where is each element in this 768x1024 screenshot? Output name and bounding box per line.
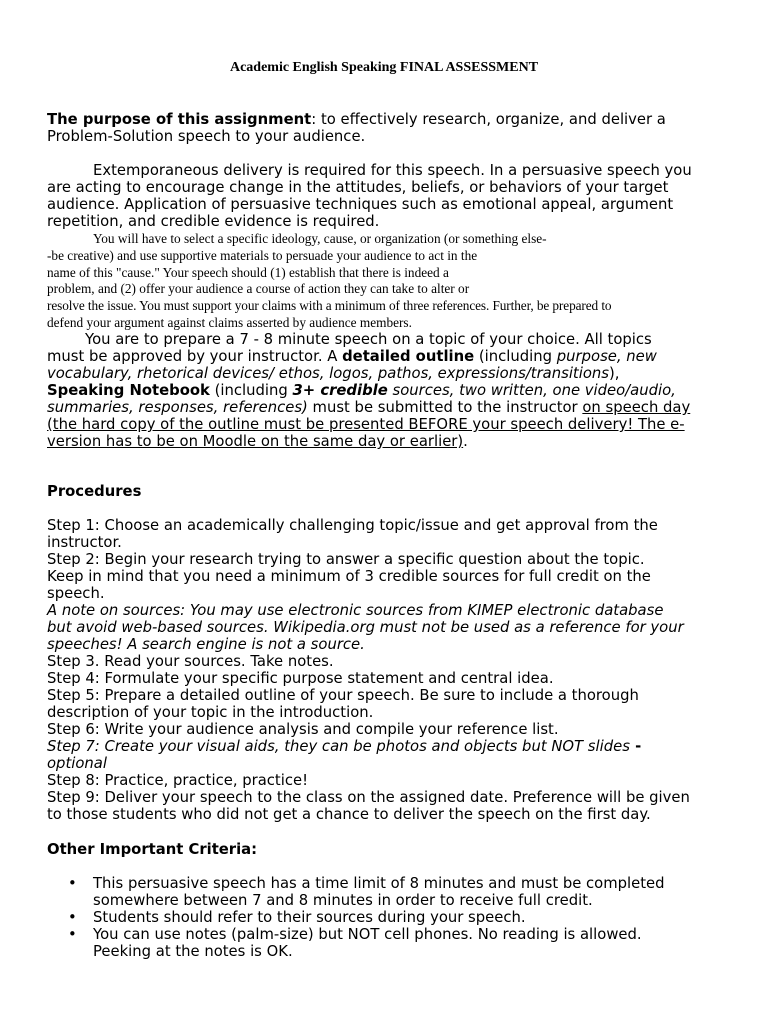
paragraph-line: You will have to select a specific ideology, cause, or organization (or something else-: [93, 231, 547, 246]
list-item-line: Students should refer to their sources during your speech.: [93, 909, 526, 926]
paragraph-line: repetition, and credible evidence is required.: [47, 213, 380, 230]
note-line: A note on sources: You may use electronic sources from KIMEP electronic database: [47, 602, 664, 619]
paragraph-line: problem, and (2) offer your audience a course of action they can take to alter or: [47, 281, 470, 297]
text-run: purpose, new: [556, 348, 657, 365]
text-run: ),: [608, 365, 620, 382]
criteria-heading: Other Important Criteria:: [47, 841, 258, 858]
ideology-paragraph: [47, 231, 737, 332]
paragraph-line: You are to prepare a 7 - 8 minute speech on a topic of your choice. All topics: [85, 331, 652, 348]
step-line: Step 1: Choose an academically challenging topic/issue and get approval from the: [47, 517, 658, 534]
bullet-icon: •: [68, 926, 77, 943]
note-line: but avoid web-based sources. Wikipedia.org must not be used as a reference for your: [47, 619, 684, 636]
list-item: [47, 926, 737, 960]
criteria-list: [47, 875, 737, 960]
text-run: .: [463, 433, 468, 450]
text-run: -: [629, 738, 642, 755]
step-line: description of your topic in the introduction.: [47, 704, 374, 721]
note-line: speeches! A search engine is not a source.: [47, 636, 365, 653]
step-line: Step 6: Write your audience analysis and compile your reference list.: [47, 721, 559, 738]
bullet-icon: •: [68, 909, 77, 926]
paragraph-line: audience. Application of persuasive techniques such as emotional appeal, argument: [47, 196, 674, 213]
step-line: to those students who did not get a chance to deliver the speech on the first day.: [47, 806, 651, 823]
step-line: instructor.: [47, 534, 122, 551]
text-run: summaries, responses, references): [47, 399, 308, 416]
procedures-steps: [47, 517, 727, 823]
paragraph-line: (the hard copy of the outline must be presented BEFORE your speech delivery! The e-: [47, 416, 685, 433]
step-line: Step 8: Practice, practice, practice!: [47, 772, 309, 789]
paragraph-line: -be creative) and use supportive materials to persuade your audience to act in the: [47, 247, 478, 263]
text-run: vocabulary, rhetorical devices/ ethos, logos, pathos, expressions/transitions: [47, 365, 609, 382]
text-run: must be submitted to the instructor: [307, 399, 583, 416]
text-run: version has to be on Moodle on the same day or earlier): [47, 433, 464, 450]
purpose-paragraph: [47, 111, 727, 145]
step-line: Step 4: Formulate your specific purpose statement and central idea.: [47, 670, 554, 687]
text-run: 3+ credible: [292, 382, 388, 399]
purpose-label: The purpose of this assignment: [47, 111, 312, 128]
extemporaneous-paragraph: [47, 162, 727, 230]
purpose-text: : to effectively research, organize, and deliver a: [311, 111, 666, 128]
paragraph-line: are acting to encourage change in the attitudes, beliefs, or behaviors of your target: [47, 179, 669, 196]
list-item-line: You can use notes (palm-size) but NOT cell phones. No reading is allowed.: [93, 926, 642, 943]
paragraph-line: name of this "cause." Your speech should (1) establish that there is indeed a: [47, 264, 449, 280]
paragraph-line: resolve the issue. You must support your claims with a minimum of three references. Further, be prepared to: [47, 298, 612, 314]
step-line: speech.: [47, 585, 105, 602]
step-line: Step 5: Prepare a detailed outline of your speech. Be sure to include a thorough: [47, 687, 639, 704]
list-item: [47, 875, 737, 909]
purpose-text-line2: Problem-Solution speech to your audience.: [47, 128, 366, 145]
text-run: (including: [474, 348, 557, 365]
step-line: Step 9: Deliver your speech to the class on the assigned date. Preference will be given: [47, 789, 690, 806]
page-title: Academic English Speaking FINAL ASSESSMENT: [229, 60, 539, 75]
procedures-heading: Procedures: [47, 483, 142, 500]
list-item-line: This persuasive speech has a time limit of 8 minutes and must be completed: [93, 875, 665, 892]
list-item-line: somewhere between 7 and 8 minutes in order to receive full credit.: [93, 892, 593, 909]
paragraph-line: defend your argument against claims asserted by audience members.: [47, 314, 412, 330]
bullet-icon: •: [68, 875, 77, 892]
step-7-text: Step 7: Create your visual aids, they can be photos and objects but NOT slides: [47, 738, 630, 755]
text-run: must be approved by your instructor. A: [47, 348, 343, 365]
list-item-line: Peeking at the notes is OK.: [93, 943, 293, 960]
text-run: on speech day: [582, 399, 691, 416]
step-line: Keep in mind that you need a minimum of 3 credible sources for full credit on the: [47, 568, 651, 585]
speaking-notebook-text: Speaking Notebook: [47, 382, 210, 399]
step-line: Step 2: Begin your research trying to answer a specific question about the topic.: [47, 551, 645, 568]
paragraph-line: Extemporaneous delivery is required for this speech. In a persuasive speech you: [93, 162, 692, 179]
detailed-outline-text: detailed outline: [342, 348, 475, 365]
list-item: [47, 909, 737, 926]
text-run: sources, two written, one video/audio,: [387, 382, 676, 399]
step-line: optional: [47, 755, 107, 772]
text-run: (including: [209, 382, 293, 399]
requirements-paragraph: [47, 331, 727, 450]
step-line: Step 3. Read your sources. Take notes.: [47, 653, 334, 670]
